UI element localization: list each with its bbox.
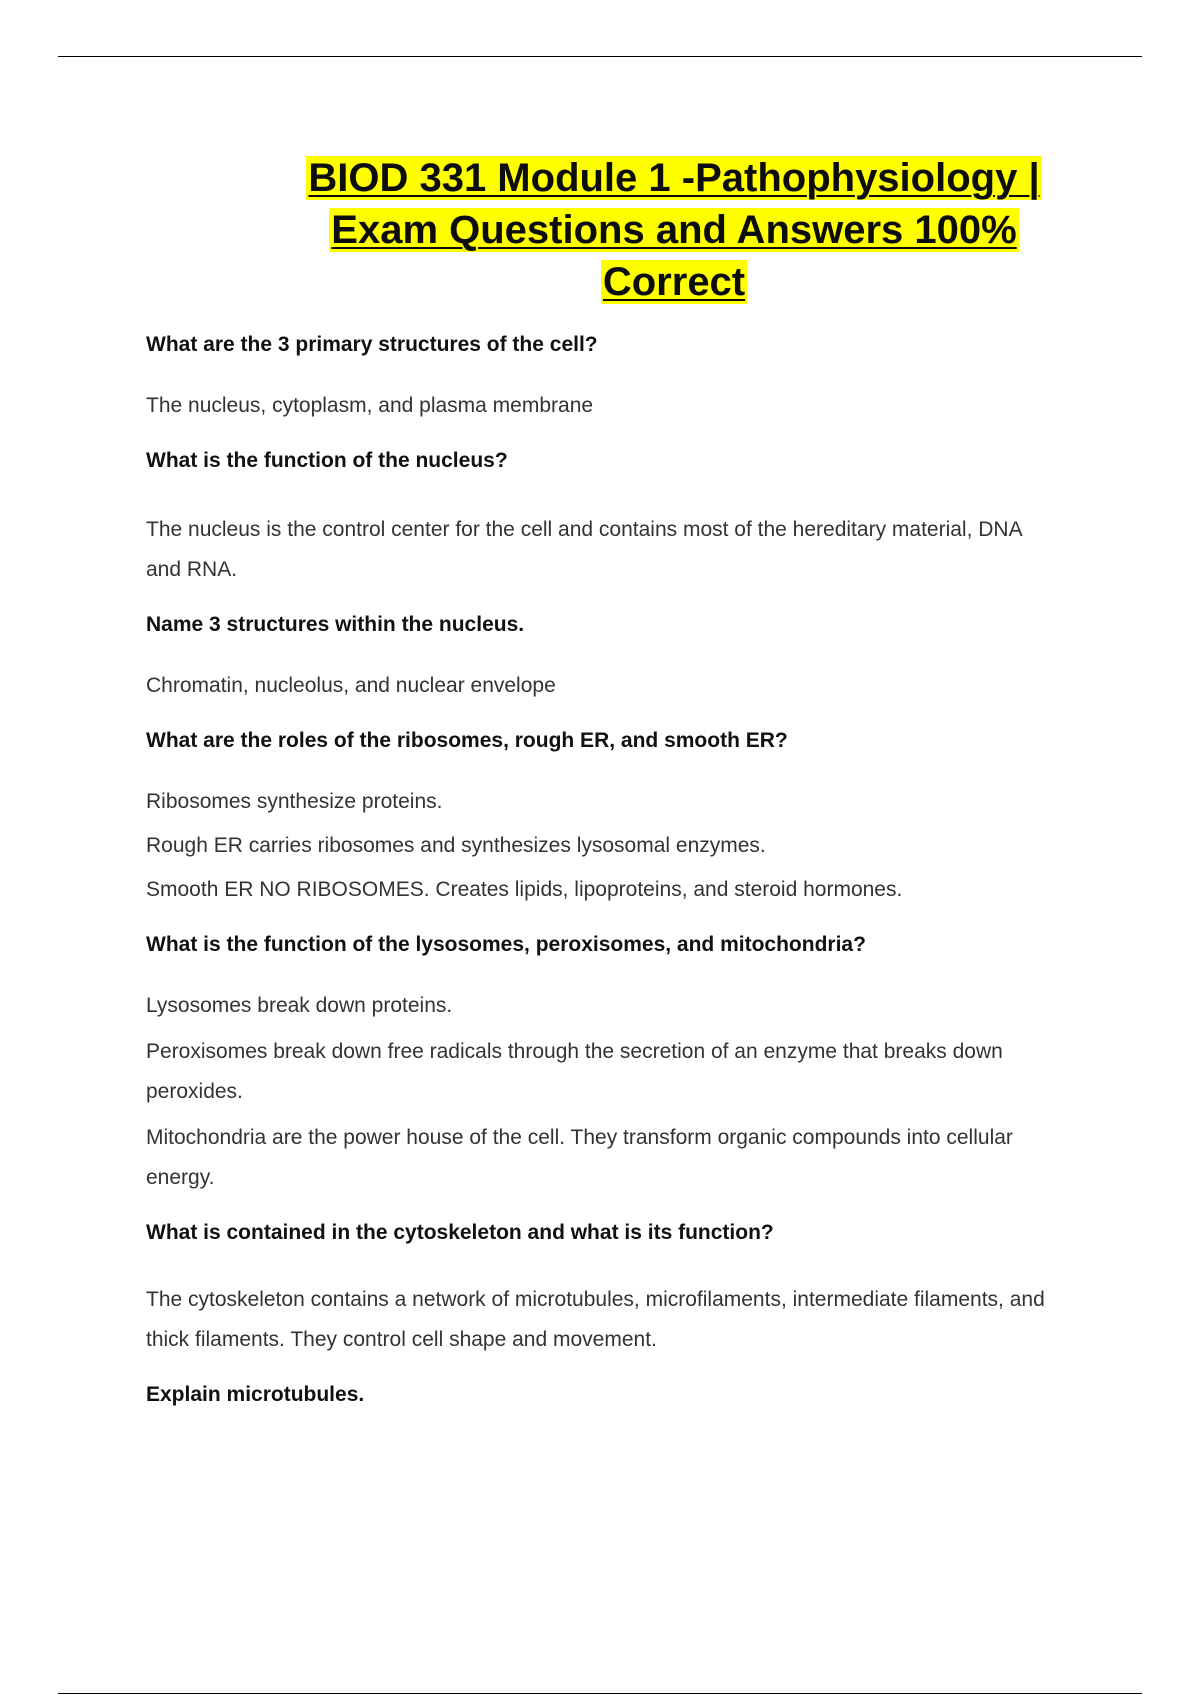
title-line-2: Exam Questions and Answers 100%: [331, 208, 1017, 252]
answer-4b: Rough ER carries ribosomes and synthesizes lysosomal enzymes.: [146, 834, 766, 857]
answer-5c: Mitochondria are the power house of the cell. They transform organic compounds into cellular energy.: [146, 1126, 1013, 1189]
answer-2: The nucleus is the control center for the cell and contains most of the hereditary material, DNA and RNA.: [146, 518, 1022, 581]
qa-list: [146, 330, 1046, 1410]
title-line-1: BIOD 331 Module 1 -Pathophysiology |: [308, 156, 1040, 200]
question-3: Name 3 structures within the nucleus.: [146, 613, 525, 636]
answer-3: Chromatin, nucleolus, and nuclear envelope: [146, 674, 556, 697]
answer-4a: Ribosomes synthesize proteins.: [146, 790, 443, 813]
title-line-3: Correct: [602, 260, 746, 304]
question-7: Explain microtubules.: [146, 1383, 365, 1406]
answer-4c: Smooth ER NO RIBOSOMES. Creates lipids, lipoproteins, and steroid hormones.: [146, 878, 903, 901]
question-5: What is the function of the lysosomes, peroxisomes, and mitochondria?: [146, 933, 866, 956]
question-6: What is contained in the cytoskeleton and what is its function?: [146, 1221, 774, 1244]
answer-6: The cytoskeleton contains a network of microtubules, microfilaments, intermediate filaments, and thick filaments. They control cell shape and movement.: [146, 1288, 1045, 1351]
question-1: What are the 3 primary structures of the cell?: [146, 333, 598, 356]
answer-5b: Peroxisomes break down free radicals through the secretion of an enzyme that breaks down peroxides.: [146, 1040, 1003, 1103]
bottom-rule: [58, 1693, 1142, 1694]
answer-5a: Lysosomes break down proteins.: [146, 994, 453, 1017]
document-title: [298, 152, 1050, 308]
top-rule: [58, 56, 1142, 57]
question-4: What are the roles of the ribosomes, rough ER, and smooth ER?: [146, 729, 788, 752]
question-2: What is the function of the nucleus?: [146, 449, 508, 472]
answer-1: The nucleus, cytoplasm, and plasma membrane: [146, 394, 594, 417]
